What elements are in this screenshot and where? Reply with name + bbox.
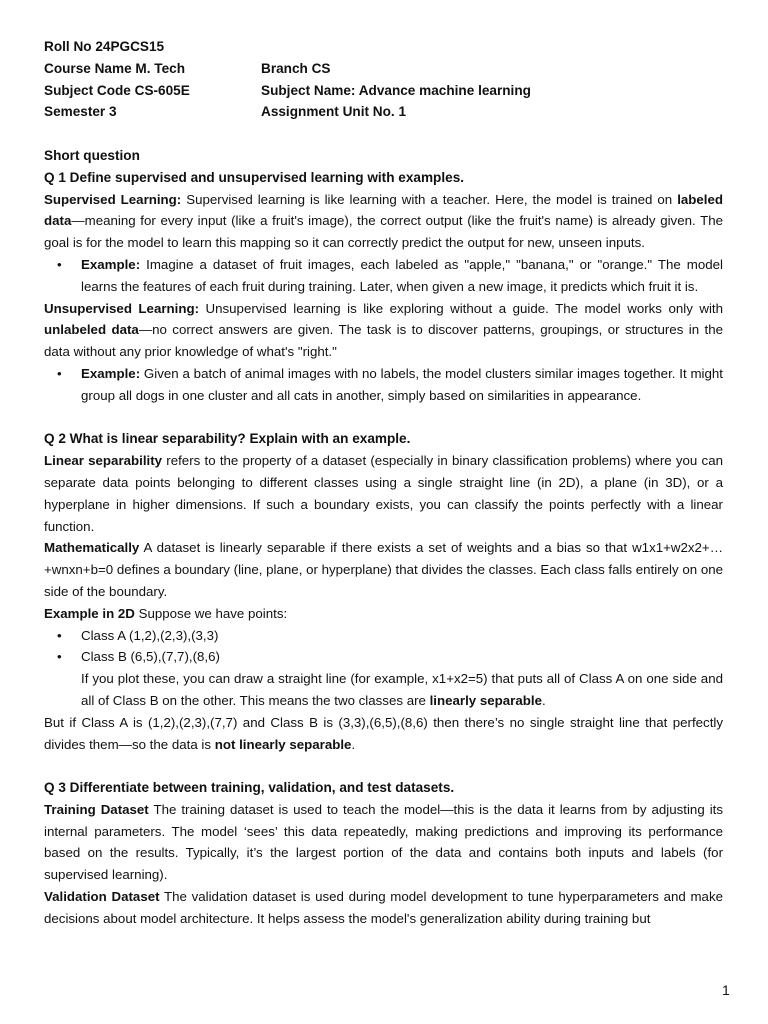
math-text: A dataset is linearly separable if there exists a set of weights and a bias so that w1x1+w2x2+…+wnxn+b=0 defines a boundary (line, plane, or hyperplane) that divides the classes. Each class falls entirely on one side of the boundary. bbox=[44, 540, 723, 599]
unlabeled-data-term: unlabeled data bbox=[44, 322, 139, 338]
counterexample-text: But if Class A is (1,2),(2,3),(7,7) and Class B is (3,3),(6,5),(8,6) then there’s no single straight line that perfectly divides them—so the data is bbox=[44, 714, 723, 752]
q1-unsupervised-paragraph bbox=[44, 298, 723, 363]
q2-plot-explanation bbox=[44, 668, 723, 712]
supervised-text-cont: —meaning for every input (like a fruit's image), the correct output (like the fruit's name) is already given. The goal is for the model to learn this mapping so it can correctly predict the output for new, unseen inputs. bbox=[44, 213, 723, 251]
example-2d-label: Example in 2D bbox=[44, 605, 135, 621]
linearly-separable-term: linearly separable bbox=[429, 692, 542, 708]
training-text: The training dataset is used to teach the model—this is the data it learns from by adjusting its internal parameters. The model ‘sees’ this data repeatedly, making predictions and improving its performance based on the results. Typically, it’s the largest portion of the data and contains both inputs and labels (for supervised learning). bbox=[44, 801, 723, 883]
list-item bbox=[44, 254, 723, 298]
q2-math-paragraph bbox=[44, 537, 723, 602]
class-a-points: Class A (1,2),(2,3),(3,3) bbox=[81, 627, 219, 643]
example-text: Imagine a dataset of fruit images, each labeled as "apple," "banana," or "orange." The model learns the features of each fruit during training. Later, when given a new image, it predicts which fruit it is. bbox=[81, 256, 723, 294]
course-name: Course Name M. Tech bbox=[44, 60, 186, 76]
section-title: Short question bbox=[44, 147, 140, 163]
q3-title: Q 3 Differentiate between training, validation, and test datasets. bbox=[44, 780, 455, 796]
unsupervised-label: Unsupervised Learning: bbox=[44, 300, 200, 316]
q2-title: Q 2 What is linear separability? Explain with an example. bbox=[44, 431, 411, 447]
unsupervised-text: Unsupervised learning is like exploring without a guide. The model works only with bbox=[199, 300, 723, 316]
bullet: • bbox=[57, 256, 62, 272]
validation-text: The validation dataset is used during model development to tune hyperparameters and make decisions about model architecture. It helps assess the model's generalization ability during training but bbox=[44, 889, 723, 926]
q3-training-paragraph bbox=[44, 799, 723, 886]
supervised-text: Supervised learning is like learning with a teacher. Here, the model is trained on bbox=[181, 191, 678, 207]
example-label: Example: bbox=[81, 365, 141, 381]
subject-name: Subject Name: Advance machine learning bbox=[261, 82, 531, 98]
bullet: • bbox=[57, 627, 62, 643]
period: . bbox=[541, 692, 546, 708]
unsupervised-text-cont: —no correct answers are given. The task is to discover patterns, groupings, or structures in the data without any prior knowledge of what's "right." bbox=[44, 322, 723, 360]
class-b-points: Class B (6,5),(7,7),(8,6) bbox=[81, 649, 220, 665]
list-item bbox=[44, 646, 723, 668]
validation-dataset-label: Validation Dataset bbox=[44, 889, 160, 905]
q1-supervised-paragraph bbox=[44, 189, 723, 254]
q2-example-heading bbox=[44, 603, 723, 625]
supervised-label: Supervised Learning: bbox=[44, 191, 182, 207]
q2-definition-paragraph bbox=[44, 450, 723, 537]
labeled-data-term: labeled data bbox=[44, 191, 724, 229]
branch: Branch CS bbox=[261, 60, 331, 76]
roll-no: Roll No 24PGCS15 bbox=[44, 39, 165, 54]
bullet: • bbox=[57, 365, 62, 381]
subject-code: Subject Code CS-605E bbox=[44, 82, 190, 98]
q2-class-list bbox=[44, 625, 723, 669]
list-item bbox=[44, 625, 723, 647]
semester: Semester 3 bbox=[44, 104, 117, 120]
mathematically-label: Mathematically bbox=[44, 540, 140, 556]
q1-unsupervised-example-list bbox=[44, 363, 723, 407]
document-page bbox=[44, 36, 723, 930]
definition-text: refers to the property of a dataset (especially in binary classification problems) where you can separate data points belonging to different classes using a single straight line (in 2D), a plane (in 3D), or a hyperplane in higher dimensions. If such a boundary exists, you can classify the points perfectly with a linear function. bbox=[44, 453, 723, 534]
period: . bbox=[351, 736, 356, 752]
example-label: Example: bbox=[81, 256, 141, 272]
not-linearly-separable-term: not linearly separable bbox=[214, 736, 352, 752]
list-item bbox=[44, 363, 723, 407]
header-row-4 bbox=[44, 101, 723, 123]
q3-validation-paragraph bbox=[44, 886, 723, 930]
page-number: 1 bbox=[722, 982, 730, 998]
linear-separability-term: Linear separability bbox=[44, 453, 163, 469]
bullet: • bbox=[57, 649, 62, 665]
example-2d-text: Suppose we have points: bbox=[134, 605, 288, 621]
header-row-1 bbox=[44, 36, 723, 58]
assignment: Assignment Unit No. 1 bbox=[261, 104, 407, 120]
plot-text: If you plot these, you can draw a straight line (for example, x1+x2=5) that puts all of Class A on one side and all of Class B on the other. This means the two classes are bbox=[81, 671, 723, 708]
training-dataset-label: Training Dataset bbox=[44, 801, 149, 817]
header-row-2 bbox=[44, 58, 723, 80]
q1-supervised-example-list bbox=[44, 254, 723, 298]
example-text: Given a batch of animal images with no labels, the model clusters similar images together. It might group all dogs in one cluster and all cats in another, simply based on similarities in appearance. bbox=[81, 365, 723, 403]
q1-title: Q 1 Define supervised and unsupervised learning with examples. bbox=[44, 169, 465, 185]
q2-counterexample bbox=[44, 712, 723, 756]
header-row-3 bbox=[44, 80, 723, 102]
